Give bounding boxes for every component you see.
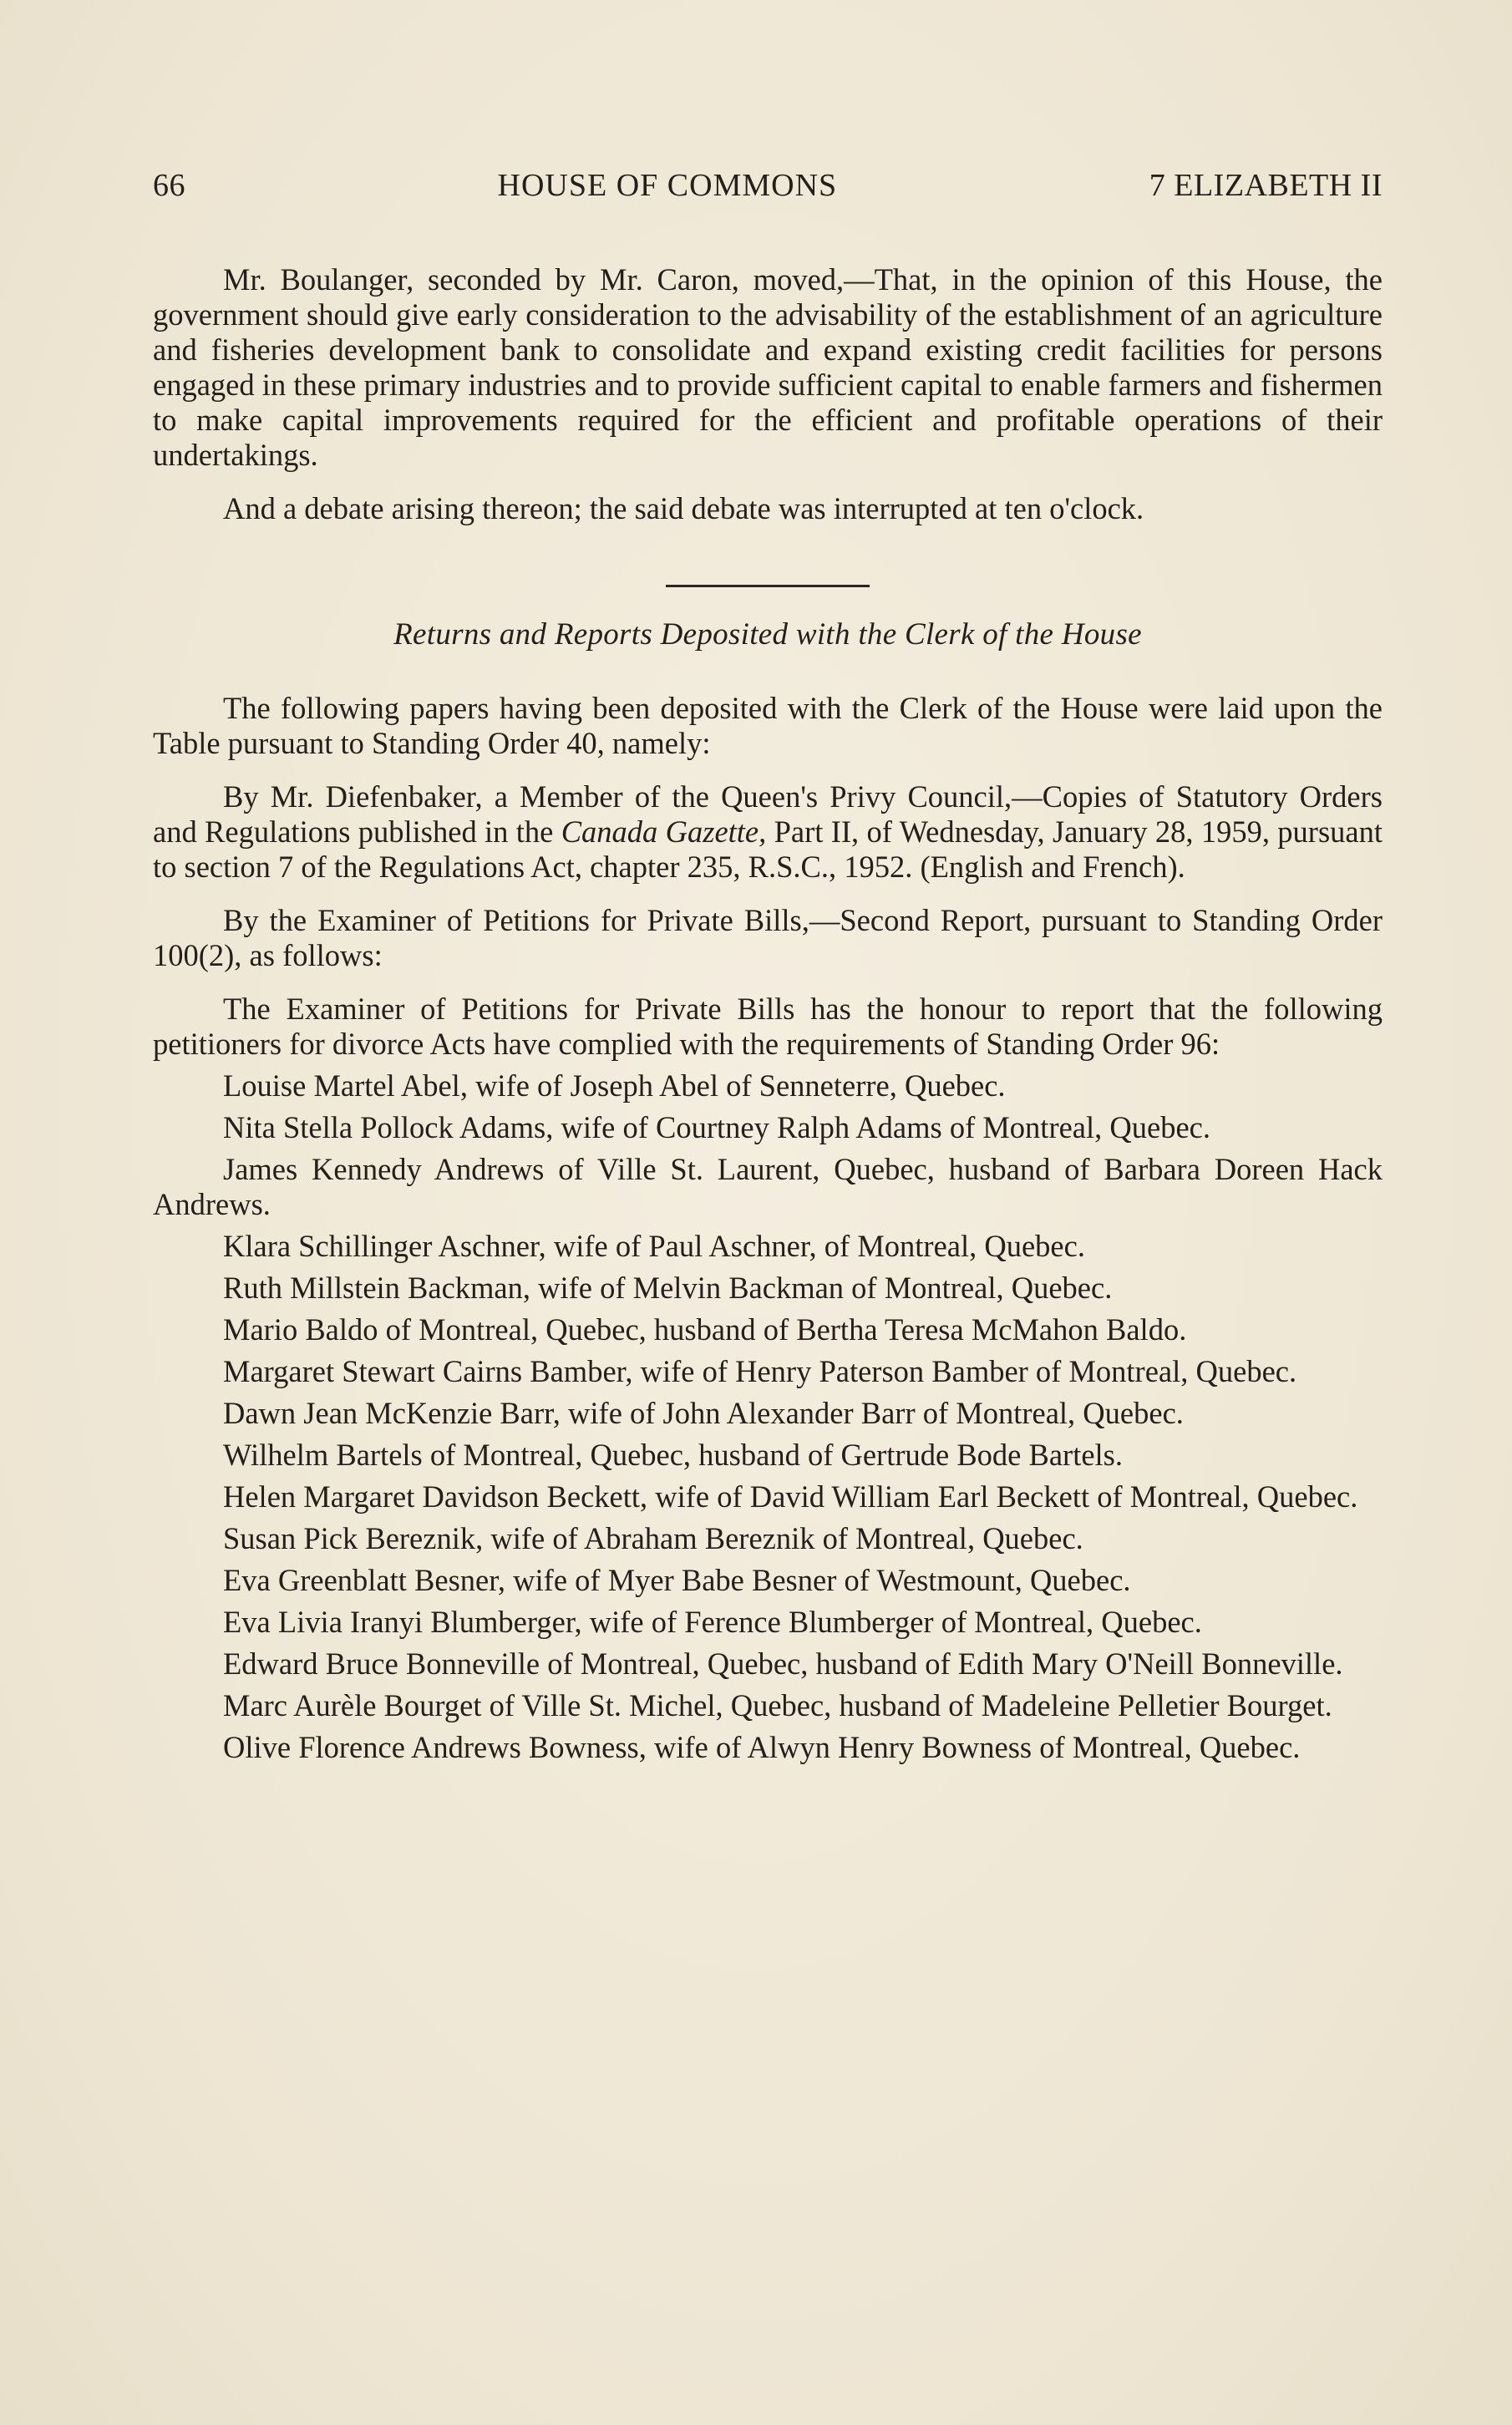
report-paragraph: The Examiner of Petitions for Private Bills has the honour to report that the following petitioners for divorce Acts have complied with the requirements of Standing Order 96: [153, 992, 1383, 1061]
debate-paragraph: And a debate arising thereon; the said debate was interrupted at ten o'clock. [223, 491, 1144, 525]
list-item: Ruth Millstein Backman, wife of Melvin Backman of Montreal, Quebec. [223, 1271, 1113, 1305]
list-item: Mario Baldo of Montreal, Quebec, husband of Bertha Teresa McMahon Baldo. [223, 1312, 1187, 1347]
gazette-title: Canada Gazette, [561, 814, 767, 849]
list-item: Eva Livia Iranyi Blumberger, wife of Ference Blumberger of Montreal, Quebec. [223, 1605, 1202, 1639]
list-item: James Kennedy Andrews of Ville St. Laurent, Quebec, husband of Barbara Doreen Hack Andrews. [153, 1152, 1383, 1221]
list-item: Helen Margaret Davidson Beckett, wife of David William Earl Beckett of Montreal, Quebec. [223, 1479, 1358, 1514]
list-item: Margaret Stewart Cairns Bamber, wife of Henry Paterson Bamber of Montreal, Quebec. [223, 1354, 1297, 1388]
page-content [153, 167, 1383, 1765]
list-item: Dawn Jean McKenzie Barr, wife of John Alexander Barr of Montreal, Quebec. [223, 1396, 1184, 1430]
regnal-year: 7 ELIZABETH II [1149, 168, 1383, 203]
list-item: Susan Pick Bereznik, wife of Abraham Bereznik of Montreal, Quebec. [223, 1521, 1083, 1555]
section-divider [666, 585, 870, 587]
list-item: Nita Stella Pollock Adams, wife of Courtney Ralph Adams of Montreal, Quebec. [223, 1110, 1210, 1144]
header-title: HOUSE OF COMMONS [497, 168, 838, 203]
list-item: Edward Bruce Bonneville of Montreal, Quebec, husband of Edith Mary O'Neill Bonneville. [223, 1646, 1343, 1681]
petitioner-list [153, 1068, 1383, 1765]
section-title: Returns and Reports Deposited with the Clerk of the House [393, 617, 1142, 652]
page-number: 66 [153, 168, 185, 203]
list-item: Klara Schillinger Aschner, wife of Paul Aschner, of Montreal, Quebec. [223, 1229, 1085, 1263]
examiner-intro-paragraph: By the Examiner of Petitions for Private Bills,—Second Report, pursuant to Standing Order 100(2), as follows: [153, 903, 1383, 972]
list-item: Louise Martel Abel, wife of Joseph Abel of Senneterre, Quebec. [223, 1068, 1006, 1103]
list-item: Wilhelm Bartels of Montreal, Quebec, husband of Gertrude Bode Bartels. [223, 1438, 1123, 1472]
list-item: Eva Greenblatt Besner, wife of Myer Babe Besner of Westmount, Quebec. [223, 1563, 1131, 1597]
diefenbaker-paragraph [153, 779, 1383, 885]
motion-paragraph: Mr. Boulanger, seconded by Mr. Caron, moved,—That, in the opinion of this House, the government should give early consideration to the advisability of the establishment of an agriculture and fisheries development bank to consolidate and expand existing credit facilities for persons engaged in these primary industries and to provide sufficient capital to enable farmers and fishermen to make capital improvements required for the efficient and profitable operations of their undertakings. [153, 262, 1383, 472]
diefenbaker-text-2: Part II, of Wednesday, January 28, 1959, pursuant to section 7 of the Regulations Act, chapter 235, R.S.C., 1952. (English and French). [153, 814, 1383, 884]
deposit-intro-paragraph: The following papers having been deposited with the Clerk of the House were laid upon the Table pursuant to Standing Order 40, namely: [153, 691, 1383, 760]
list-item: Olive Florence Andrews Bowness, wife of Alwyn Henry Bowness of Montreal, Quebec. [223, 1730, 1301, 1764]
diefenbaker-text-1: By Mr. Diefenbaker, a Member of the Queen's Privy Council,—Copies of Statutory Orders and Regulations published in the [153, 779, 1383, 849]
running-header [153, 167, 1383, 204]
list-item: Marc Aurèle Bourget of Ville St. Michel, Quebec, husband of Madeleine Pelletier Bourget. [223, 1688, 1332, 1722]
